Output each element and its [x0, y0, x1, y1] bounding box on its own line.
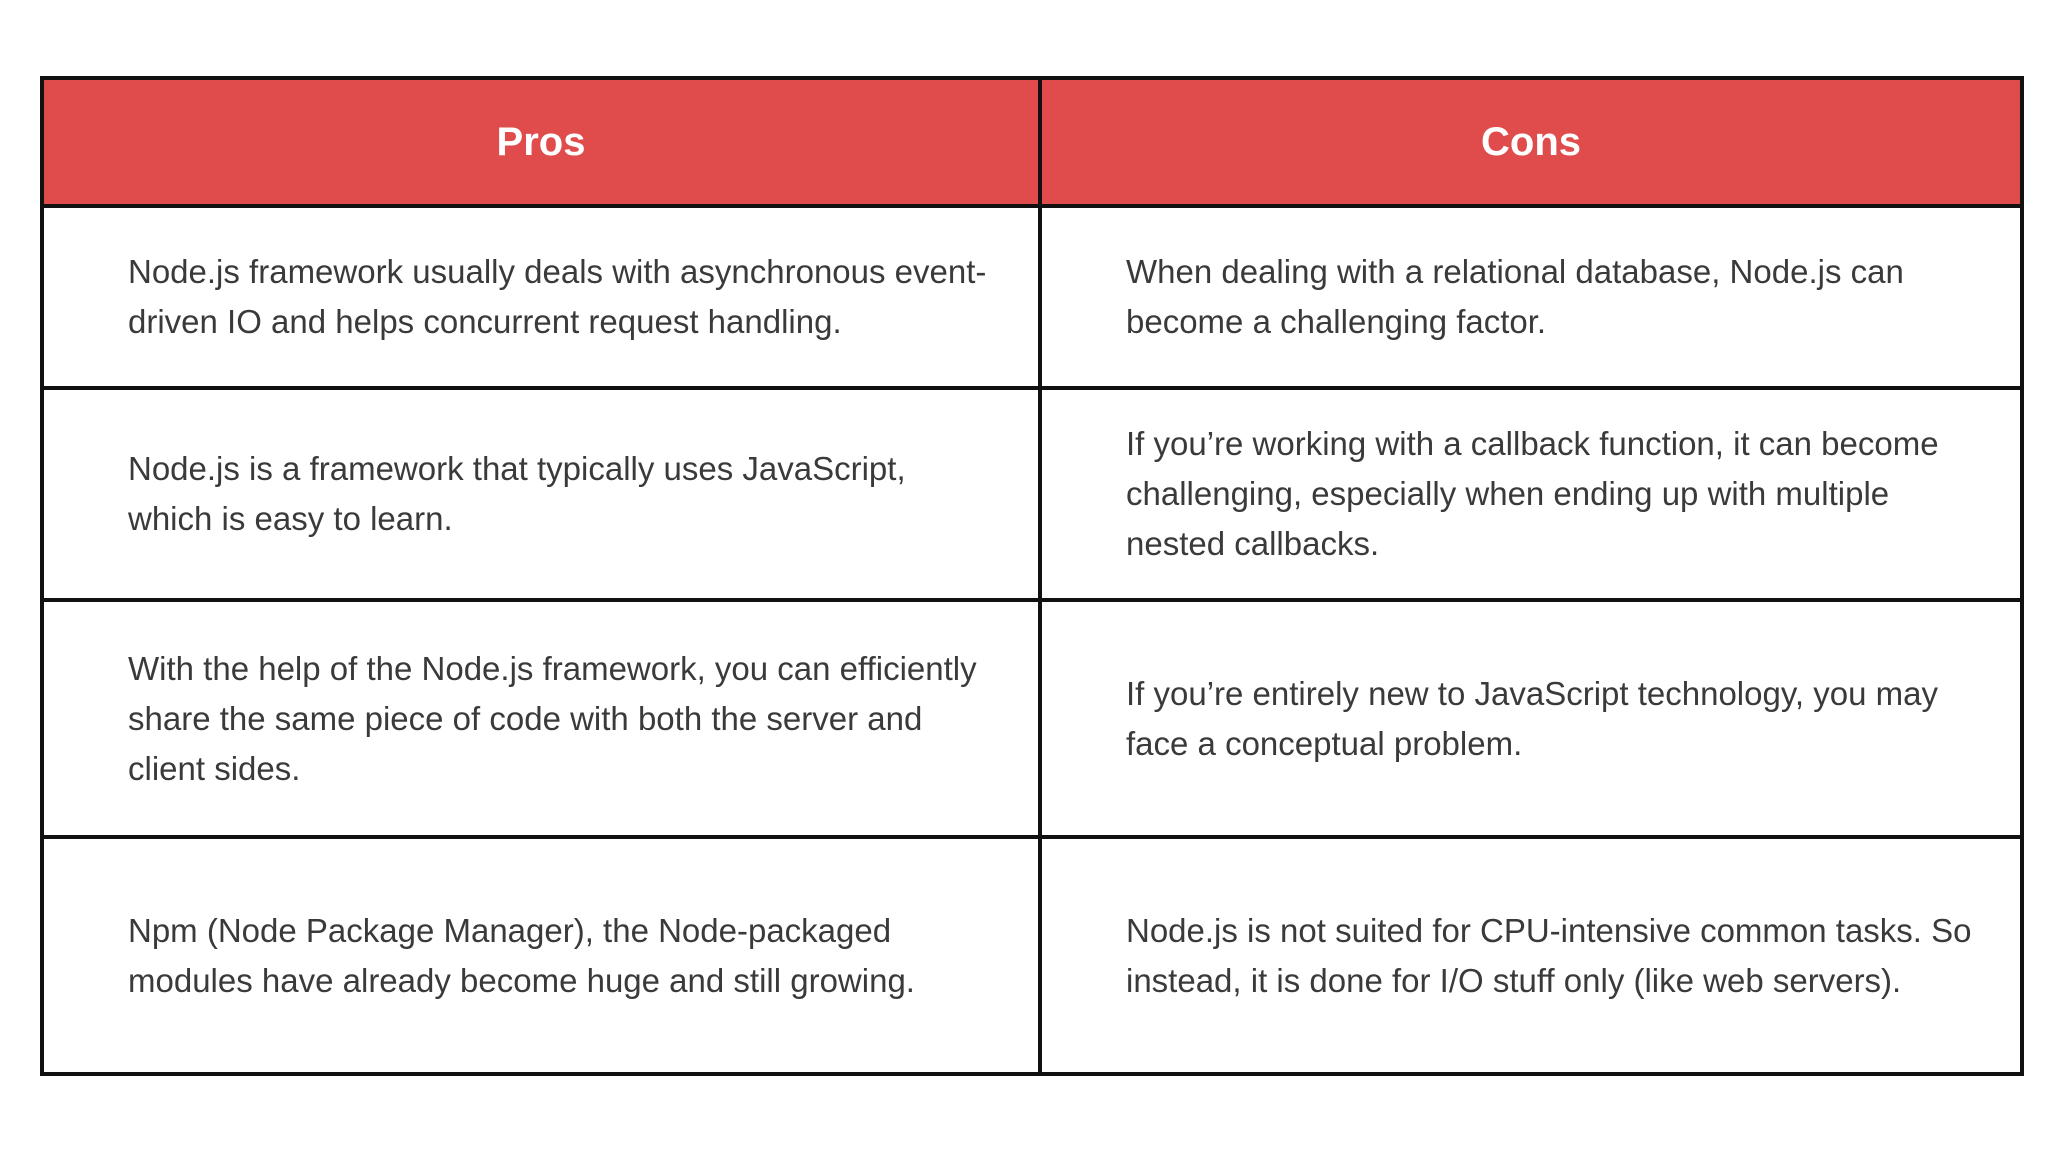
pro-cell: Node.js framework usually deals with asynchronous event-driven IO and helps concurrent request handling.: [42, 206, 1040, 388]
table-row: [42, 206, 2022, 388]
table-row: [42, 600, 2022, 837]
con-cell: When dealing with a relational database, Node.js can become a challenging factor.: [1040, 206, 2022, 388]
con-cell: Node.js is not suited for CPU-intensive common tasks. So instead, it is done for I/O stuff only (like web servers).: [1040, 837, 2022, 1074]
pros-cons-table-container: [40, 76, 2020, 1076]
pro-cell: Npm (Node Package Manager), the Node-packaged modules have already become huge and still growing.: [42, 837, 1040, 1074]
pro-cell: With the help of the Node.js framework, you can efficiently share the same piece of code with both the server and client sides.: [42, 600, 1040, 837]
table-row: [42, 388, 2022, 600]
cons-header: Cons: [1040, 78, 2022, 206]
con-cell: If you’re entirely new to JavaScript technology, you may face a conceptual problem.: [1040, 600, 2022, 837]
pros-header: Pros: [42, 78, 1040, 206]
con-cell: If you’re working with a callback function, it can become challenging, especially when ending up with multiple nested callbacks.: [1040, 388, 2022, 600]
pros-cons-table: [40, 76, 2024, 1076]
pro-cell: Node.js is a framework that typically uses JavaScript, which is easy to learn.: [42, 388, 1040, 600]
table-header-row: [42, 78, 2022, 206]
table-row: [42, 837, 2022, 1074]
